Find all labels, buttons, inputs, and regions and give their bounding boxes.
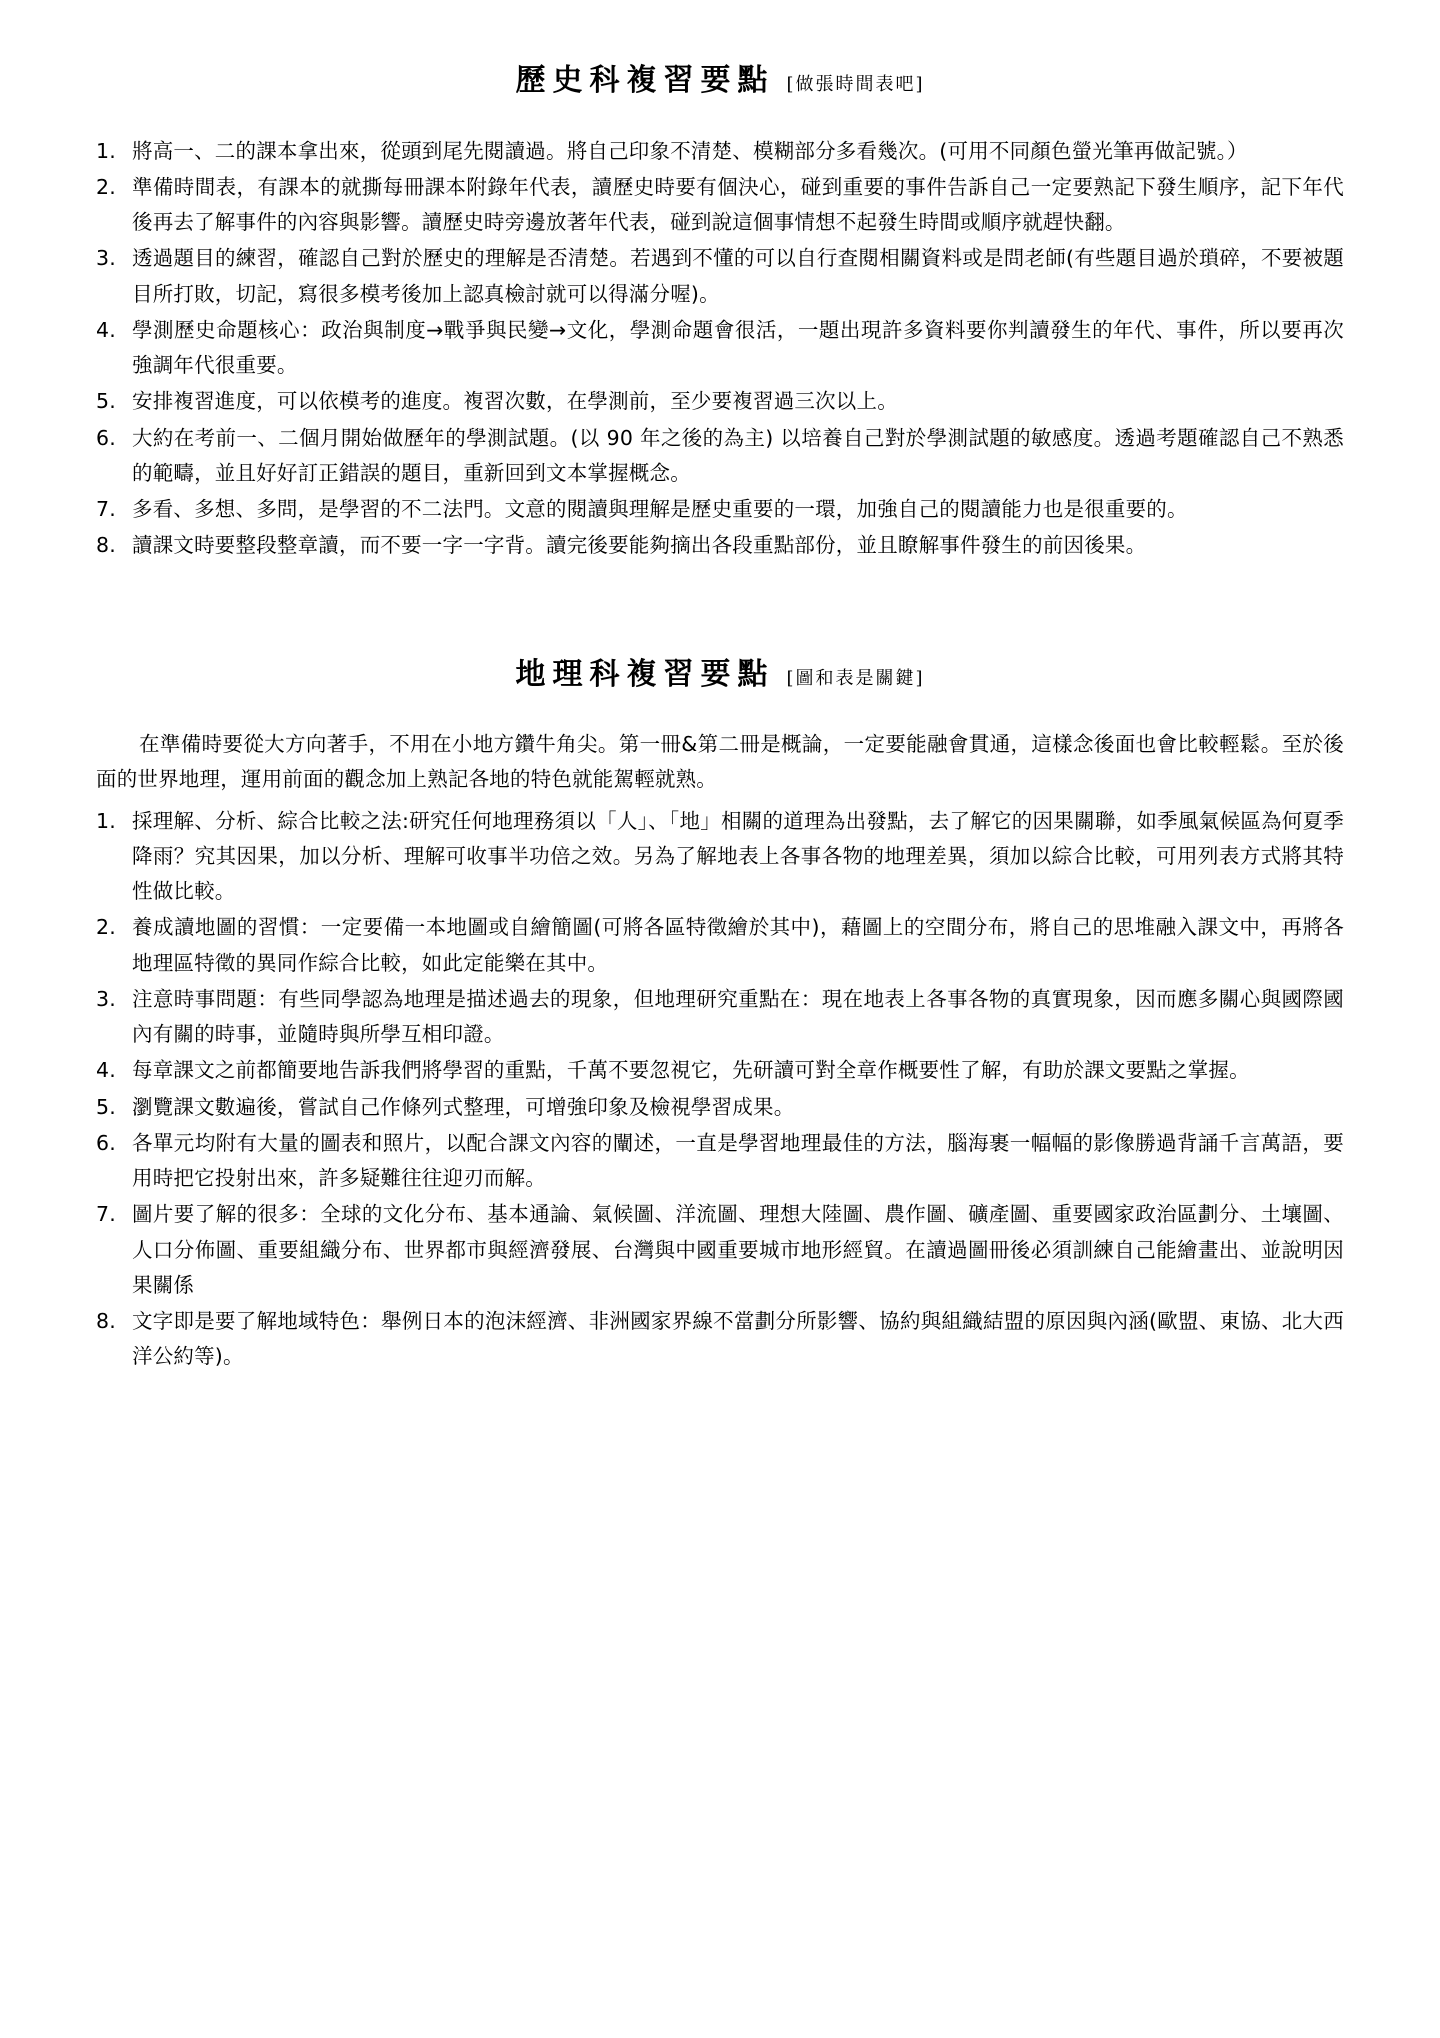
- section-heading-history: [96, 62, 1344, 100]
- list-item: 注意時事問題：有些同學認為地理是描述過去的現象，但地理研究重點在：現在地表上各事各物的真實現象，因而應多關心與國際國內有關的時事，並隨時與所學互相印證。: [132, 986, 1344, 1046]
- list-item: 將高一、二的課本拿出來，從頭到尾先閱讀過。將自己印象不清楚、模糊部分多看幾次。(可用不同顏色螢光筆再做記號。）: [132, 138, 1248, 163]
- list-item: 大約在考前一、二個月開始做歷年的學測試題。(以 90 年之後的為主) 以培養自己對於學測試題的敏感度。透過考題確認自己不熟悉的範疇，並且好好訂正錯誤的題目，重新回到文本掌握概念。: [132, 425, 1344, 485]
- list-geography: [96, 804, 1344, 1375]
- list-item: 讀課文時要整段整章讀，而不要一字一字背。讀完後要能夠摘出各段重點部份，並且瞭解事件發生的前因後果。: [132, 533, 1147, 558]
- section-heading-geography: [96, 656, 1344, 694]
- section-title-geography: 地理科複習要點: [515, 656, 775, 692]
- section-geography: [96, 656, 1344, 1375]
- list-item: 養成讀地圖的習慣：一定要備一本地圖或自繪簡圖(可將各區特徵繪於其中)，藉圖上的空間分布，將自己的思堆融入課文中，再將各地理區特徵的異同作綜合比較，如此定能樂在其中。: [132, 915, 1344, 975]
- list-item: 多看、多想、多問，是學習的不二法門。文意的閱讀與理解是歷史重要的一環，加強自己的閱讀能力也是很重要的。: [132, 497, 1188, 521]
- section-note-history: [做張時間表吧]: [786, 74, 925, 95]
- list-item: 準備時間表，有課本的就撕每冊課本附錄年代表，讀歷史時要有個決心，碰到重要的事件告訴自己一定要熟記下發生順序，記下年代後再去了解事件的內容與影響。讀歷史時旁邊放著年代表，碰到說這個事情想不起發生時間或順序就趕快翻。: [132, 174, 1344, 234]
- list-item: 各單元均附有大量的圖表和照片，以配合課文內容的闡述，一直是學習地理最佳的方法，腦海裹一幅幅的影像勝過背誦千言萬語，要用時把它投射出來，許多疑難往往迎刃而解。: [132, 1130, 1344, 1190]
- list-item: 文字即是要了解地域特色：舉例日本的泡沫經濟、非洲國家界線不當劃分所影響、協約與組織結盟的原因與內涵(歐盟、東協、北大西洋公約等)。: [132, 1309, 1344, 1369]
- section-history: [96, 62, 1344, 564]
- section-intro-geography: 在準備時要從大方向著手，不用在小地方鑽牛角尖。第一冊&第二冊是概論，一定要能融會貫通，這樣念後面也會比較輕鬆。至於後面的世界地理，運用前面的觀念加上熟記各地的特色就能駕輕就熟。: [96, 732, 1344, 792]
- list-item: 圖片要了解的很多：全球的文化分布、基本通論、氣候圖、洋流圖、理想大陸圖、農作圖、礦產圖、重要國家政治區劃分、土壤圖、人口分佈圖、重要組織分布、世界都市與經濟發展、台灣與中國重要城市地形經貿。在讀過圖冊後必須訓練自己能繪畫出、並說明因果關係: [132, 1202, 1344, 1297]
- list-history: [96, 134, 1344, 564]
- list-item: 瀏覽課文數遍後，嘗試自己作條列式整理，可增強印象及檢視學習成果。: [132, 1094, 795, 1119]
- list-item: 每章課文之前都簡要地告訴我們將學習的重點，千萬不要忽視它，先研讀可對全章作概要性了解，有助於課文要點之掌握。: [132, 1058, 1250, 1083]
- list-item: 安排複習進度，可以依模考的進度。複習次數，在學測前，至少要複習過三次以上。: [132, 389, 898, 414]
- page-bottom-spacer: [96, 1376, 1344, 1416]
- list-item: 學測歷史命題核心：政治與制度→戰爭與民變→文化，學測命題會很活，一題出現許多資料要你判讀發生的年代、事件，所以要再次強調年代很重要。: [132, 317, 1344, 377]
- section-note-geography: [圖和表是關鍵]: [786, 667, 925, 689]
- list-item: 透過題目的練習，確認自己對於歷史的理解是否清楚。若遇到不懂的可以自行查閱相關資料或是問老師(有些題目過於瑣碎，不要被題目所打敗，切記，寫很多模考後加上認真檢討就可以得滿分喔)。: [132, 246, 1344, 306]
- list-item: 採理解、分析、綜合比較之法:研究任何地理務須以「人」、「地」相關的道理為出發點，去了解它的因果關聯，如季風氣候區為何夏季降雨？究其因果，加以分析、理解可收事半功倍之效。另為了解地表上各事各物的地理差異，須加以綜合比較，可用列表方式將其特性做比較。: [132, 808, 1344, 903]
- section-title-history: 歷史科複習要點: [515, 63, 775, 98]
